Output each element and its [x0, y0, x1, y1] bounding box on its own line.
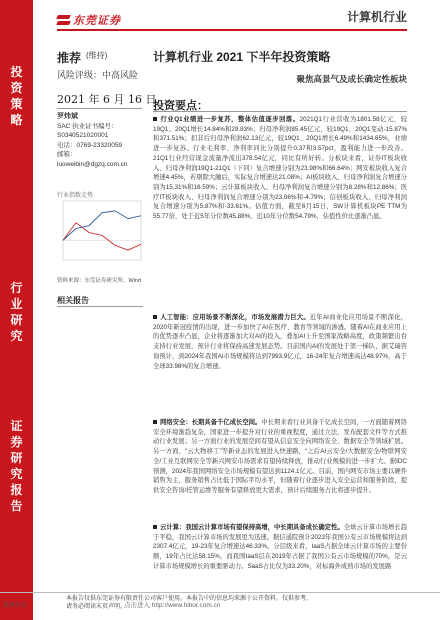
sidebar-label-report: 证 券 研 究 报 告: [10, 419, 23, 513]
paragraph-ai: 人工智能：应用场景不断深化，市场发展潜力巨大。近年AI商业化应用场景不断深化，2020年新冠疫情的出现，进一步加快了AI在医疗、教育等领域的渗透。随着AI在商业应用上的优势逐步凸显，企业将逐渐加大对AI的投入，叠加AI上升至国家战略高度，政策频繁出台支持行业发展，预计行业将保持高速发展态势。目前国内AI的发展处于第一梯队，据艾瑞咨询预计，到2024年我国AI市场规模将达到7993.9亿元，16-24年复合增速高达48.97%，高于全球33.98%的复合增速。: [153, 314, 407, 370]
analyst-phone: 电话：0769-23320059: [57, 141, 123, 149]
report-date: 2021 年 6 月 16 日: [57, 93, 157, 106]
sidebar-label-strategy: 投 资 策 略: [10, 65, 23, 127]
bullet-icon: [153, 525, 157, 529]
rating: 推荐: [57, 51, 82, 65]
footer-line-2: 请务必阅读末页声明。: [66, 604, 127, 610]
footer-line-1: 本报告仅供东莞证券有限责任公司客户使用。本报告中的信息均来源于公开资料，仅供参考，: [66, 596, 313, 602]
analyst-info: [57, 112, 128, 170]
rating-sub: (维持): [86, 51, 108, 60]
bullet-icon: [153, 315, 157, 319]
footer-rule: [0, 592, 440, 593]
site-link[interactable]: 点击进入 http://www.hibor.com.cn: [124, 602, 221, 609]
chart-frame: [63, 201, 141, 260]
key-points-rule: [153, 111, 407, 112]
analyst-name: 罗炜斌: [57, 113, 78, 120]
risk-rating: 风险评级：中高风险: [57, 70, 139, 80]
analyst-email[interactable]: luoweibin@dgzq.com.cn: [57, 160, 128, 168]
paragraph-cloud: 云计算：我国云计算市场有望保持高增，中长期具备成长确定性。全球云计算市场增长趋于平稳，我国云计算市场的发展更为迅速。据信通院预计2023年我国公有云市场规模将达到2307.4亿元，19-23年复合增速达46.33%。分层级来看，IaaS占据全球云计算市场的主要份额，19年占比达58.15%，而我国IaaS层在2019年占据了我国公有云市场规模的70%，是云计算市场规模增长的重要驱动力。SaaS占比仅为33.20%，对标海外成熟市场的发展路: [153, 524, 408, 570]
related-rule: [57, 306, 143, 307]
bullet-icon: [153, 117, 157, 121]
chart-series-line-0: [63, 223, 141, 251]
chart-caption: 行业指数走势: [57, 193, 94, 199]
key-points-title: 投资要点：: [153, 100, 208, 112]
analyst-email-label: 邮箱：: [57, 151, 77, 159]
report-subtitle: 聚焦高景气及成长确定性板块: [296, 74, 407, 84]
meta-rule: [57, 108, 142, 109]
brand-watermark: 慧博资讯: [3, 603, 28, 609]
logo-icon: [57, 15, 70, 26]
paragraph-cybersecurity: 网络安全：长期具备千亿成长空间。中长期来看行业具备千亿成长空间，一方面随着网络安全环境渐趋复杂，国家进一步提升对行业的重视程度，通过立法、发布配套文件等方式推动行业发展；另一方面行业的发展空间有望从信息安全向网络安全、数据安全等领域扩展。另一方面，“云大物移工”等新业态的发展进入快速路，“之后AI云安全/大数据安全/物联网安全/工业互联网安全等新兴网安市场需求有望持续释放，推动行业规模的进一步扩大。据IDC预测，2024年我国网络安全市场规模有望达到1124.1亿元。目前，国内网安市场主要以硬件销售为主，服务销售占比低于国际平均水平，但随着行业逐步进入安全运营和服务阶段，提供安全咨询/托管运维等服务有望释放更大需求，预计后续服务占比将逐步提升。: [153, 419, 408, 494]
logo-text: 东莞证券: [73, 14, 121, 27]
paragraph-industry-performance: 行业Q1业绩进一步复苏，整体估值逐步回落。2021Q1行业营收为1801.58亿元，较19Q1、20Q1增长14.84%和29.83%；归母净利润85.45亿元，较19Q1、20Q1变动-15.87%和371.51%；扣非后归母净利润62.13亿元，较19Q1、20Q1增长6.49%和1434.65%，业绩进一步复苏。行业毛利率、净利率同比分别提升0.37和3.57pct，盈利能力进一步改善。21Q1行业经营现金流量净流出378.54亿元，同比有所好转。分板块来看，证券IT板块收入、归母净利润19Q1-21Q1（下同）复合增速分别为23.98%和66.64%；网安板块收入复合增速4.45%，若剔除大融后，实际复合增速达21.08%；AI板块收入、归母净利润复合增速分别为15.31%和16.59%；云计算板块收入、归母净利润复合增速分别为8.28%和12.86%；医疗IT板块收入、归母净利润复合增速分别为23.06%和-4.79%；信创板块收入、归母净利润复合增速分别为5.87%和-33.61%。估值方面，截至6月15日，SW计算机板块PE TTM为55.77倍，处于近5年分位数45.88%、近10年分位数54.79%，估值性价比逐渐凸显。: [153, 116, 408, 221]
index-trend-chart: [57, 197, 143, 270]
section-title: 计算机行业: [346, 10, 407, 24]
report-title: 计算机行业 2021 下半年投资策略: [153, 50, 331, 64]
header-rule: [57, 29, 407, 31]
company-logo: [57, 12, 121, 28]
analyst-cert-number: S0340521020001: [57, 132, 109, 140]
analyst-cert-label: SAC 执业证书编号：: [57, 122, 118, 130]
related-reports-title: 相关报告: [57, 296, 89, 305]
bullet-icon: [153, 420, 157, 424]
chart-source: 资料来源：东莞证券研究所，Wind: [57, 278, 142, 284]
sidebar-label-research: 行 业 研 究: [10, 281, 23, 343]
